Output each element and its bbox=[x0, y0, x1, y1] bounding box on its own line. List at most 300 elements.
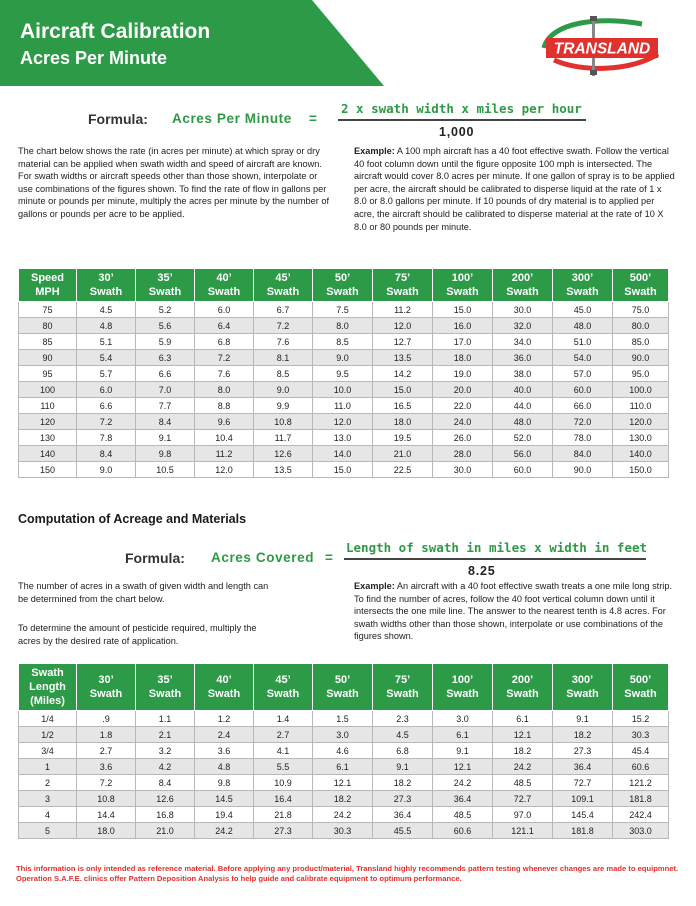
table-cell: 72.7 bbox=[553, 775, 613, 791]
table-row bbox=[19, 823, 669, 839]
header-line: 200’ bbox=[511, 674, 534, 686]
table-cell: 15.0 bbox=[433, 302, 493, 318]
table-cell: 24.2 bbox=[433, 775, 493, 791]
example-text bbox=[354, 580, 676, 643]
row-label-cell: 130 bbox=[19, 430, 77, 446]
table-cell: 18.0 bbox=[77, 823, 136, 839]
column-header bbox=[77, 664, 136, 711]
table-cell: 48.5 bbox=[493, 775, 553, 791]
table-cell: 13.0 bbox=[313, 430, 373, 446]
table-cell: 60.0 bbox=[553, 382, 613, 398]
header-line: Swath bbox=[148, 688, 182, 700]
table-cell: 1.1 bbox=[136, 711, 195, 727]
column-header bbox=[373, 269, 433, 302]
formula-denominator: 1,000 bbox=[439, 125, 475, 139]
page-subtitle: Acres Per Minute bbox=[20, 48, 168, 68]
table-cell: 4.8 bbox=[195, 759, 254, 775]
table-row bbox=[19, 462, 669, 478]
header-line: Swath bbox=[386, 688, 419, 700]
table-cell: 27.3 bbox=[254, 823, 313, 839]
header-line: Swath bbox=[326, 286, 359, 298]
table-cell: 12.1 bbox=[493, 727, 553, 743]
column-header bbox=[313, 664, 373, 711]
table-cell: 3.0 bbox=[433, 711, 493, 727]
row-label-cell: 95 bbox=[19, 366, 77, 382]
table-cell: 72.0 bbox=[553, 414, 613, 430]
table-cell: 34.0 bbox=[493, 334, 553, 350]
table-cell: 2.3 bbox=[373, 711, 433, 727]
header-line: 75’ bbox=[394, 674, 411, 686]
table-cell: 121.2 bbox=[613, 775, 669, 791]
table-cell: 110.0 bbox=[613, 398, 669, 414]
table-cell: 85.0 bbox=[613, 334, 669, 350]
table-cell: 181.8 bbox=[613, 791, 669, 807]
header-line: Swath bbox=[89, 688, 123, 700]
column-header bbox=[313, 269, 373, 302]
table-cell: 21.8 bbox=[254, 807, 313, 823]
table-cell: 18.0 bbox=[433, 350, 493, 366]
table-cell: 9.1 bbox=[433, 743, 493, 759]
example-label: Example: bbox=[354, 581, 395, 591]
header-line: Swath bbox=[446, 688, 479, 700]
table-cell: 24.0 bbox=[433, 414, 493, 430]
table-cell: 6.1 bbox=[433, 727, 493, 743]
header-line: Swath bbox=[326, 688, 359, 700]
column-header bbox=[433, 664, 493, 711]
table-cell: 9.0 bbox=[313, 350, 373, 366]
table-cell: 5.9 bbox=[136, 334, 195, 350]
formula-denominator: 8.25 bbox=[468, 564, 496, 578]
table-cell: 5.7 bbox=[77, 366, 136, 382]
table-row bbox=[19, 414, 669, 430]
header-line: Swath bbox=[566, 286, 599, 298]
header-line: Swath bbox=[506, 688, 539, 700]
row-label-cell: 75 bbox=[19, 302, 77, 318]
header-line: Speed bbox=[30, 272, 64, 284]
table-cell: 6.8 bbox=[373, 743, 433, 759]
header-line: 40’ bbox=[216, 674, 232, 686]
description-text-2: To determine the amount of pesticide required, multiply the acres by the desired rate of application. bbox=[18, 623, 257, 646]
table-cell: 52.0 bbox=[493, 430, 553, 446]
table-cell: 8.4 bbox=[136, 775, 195, 791]
table-cell: 8.4 bbox=[136, 414, 195, 430]
logo-text: TRANSLAND bbox=[553, 40, 651, 58]
table-cell: 1.2 bbox=[195, 711, 254, 727]
table-cell: 9.0 bbox=[77, 462, 136, 478]
table-cell: 48.0 bbox=[493, 414, 553, 430]
table-cell: 97.0 bbox=[493, 807, 553, 823]
table-cell: 16.0 bbox=[433, 318, 493, 334]
table-cell: 13.5 bbox=[254, 462, 313, 478]
table-cell: 140.0 bbox=[613, 446, 669, 462]
table-cell: 9.1 bbox=[136, 430, 195, 446]
table-cell: 28.0 bbox=[433, 446, 493, 462]
table-cell: 19.5 bbox=[373, 430, 433, 446]
table-cell: 18.2 bbox=[313, 791, 373, 807]
header bbox=[0, 0, 696, 86]
table-cell: 4.6 bbox=[313, 743, 373, 759]
row-header-column bbox=[19, 664, 77, 711]
disclaimer: This information is only intended as reference material. Before applying any product/material, Transland highly recommends pattern testing whenever changes are made to equipmnet. Operation S.A.F.E. clinics offer Pattern Deposition Analysis to help guide and calibrate equipment to optimum performance. bbox=[16, 864, 679, 883]
column-header bbox=[77, 269, 136, 302]
table-cell: 36.4 bbox=[373, 807, 433, 823]
row-label-cell: 1 bbox=[19, 759, 77, 775]
table-row bbox=[19, 727, 669, 743]
table-cell: 14.0 bbox=[313, 446, 373, 462]
table-cell: 2.7 bbox=[77, 743, 136, 759]
header-line: Swath bbox=[506, 286, 539, 298]
formula-name: Acres Per Minute bbox=[172, 111, 292, 126]
header-line: 30’ bbox=[98, 674, 114, 686]
table-cell: 11.0 bbox=[313, 398, 373, 414]
table-cell: 19.0 bbox=[433, 366, 493, 382]
table-cell: 17.0 bbox=[433, 334, 493, 350]
header-line: 100’ bbox=[451, 674, 474, 686]
header-line: 30’ bbox=[98, 272, 114, 284]
table-cell: 22.5 bbox=[373, 462, 433, 478]
header-line: 35’ bbox=[157, 272, 173, 284]
table-cell: 7.2 bbox=[77, 414, 136, 430]
header-line: 45’ bbox=[275, 674, 291, 686]
table-cell: 12.1 bbox=[313, 775, 373, 791]
table-cell: 6.6 bbox=[77, 398, 136, 414]
header-line: Swath bbox=[89, 286, 123, 298]
table-cell: 24.2 bbox=[313, 807, 373, 823]
table-cell: 9.8 bbox=[136, 446, 195, 462]
table-cell: 121.1 bbox=[493, 823, 553, 839]
table-cell: 24.2 bbox=[493, 759, 553, 775]
table-cell: 109.1 bbox=[553, 791, 613, 807]
fraction-line bbox=[344, 558, 646, 560]
table-cell: 60.0 bbox=[493, 462, 553, 478]
transland-logo bbox=[530, 14, 670, 78]
table-cell: 18.2 bbox=[373, 775, 433, 791]
example-label: Example: bbox=[354, 146, 395, 156]
header-line: Length bbox=[29, 681, 66, 693]
table-cell: 95.0 bbox=[613, 366, 669, 382]
header-line: Swath bbox=[207, 286, 241, 298]
table-cell: 30.3 bbox=[313, 823, 373, 839]
header-line: 45’ bbox=[275, 272, 291, 284]
table-cell: 45.4 bbox=[613, 743, 669, 759]
table-cell: 2.1 bbox=[136, 727, 195, 743]
header-line: 40’ bbox=[216, 272, 232, 284]
table-cell: 12.0 bbox=[313, 414, 373, 430]
table-cell: 36.4 bbox=[553, 759, 613, 775]
table-cell: 6.0 bbox=[195, 302, 254, 318]
table-cell: 84.0 bbox=[553, 446, 613, 462]
table-cell: 12.0 bbox=[373, 318, 433, 334]
table-cell: 8.5 bbox=[313, 334, 373, 350]
table-row bbox=[19, 711, 669, 727]
header-line: Swath bbox=[266, 688, 300, 700]
table-cell: 14.5 bbox=[195, 791, 254, 807]
table-cell: 9.8 bbox=[195, 775, 254, 791]
table-cell: 48.5 bbox=[433, 807, 493, 823]
column-header bbox=[195, 269, 254, 302]
table-cell: 60.6 bbox=[613, 759, 669, 775]
table-cell: 36.0 bbox=[493, 350, 553, 366]
acreage-table bbox=[18, 663, 669, 839]
header-line: MPH bbox=[35, 286, 60, 298]
table-cell: 150.0 bbox=[613, 462, 669, 478]
table-cell: 8.0 bbox=[195, 382, 254, 398]
table-cell: 15.2 bbox=[613, 711, 669, 727]
table-cell: 40.0 bbox=[493, 382, 553, 398]
row-label-cell: 1/4 bbox=[19, 711, 77, 727]
column-header bbox=[613, 664, 669, 711]
formula-equals: = bbox=[309, 111, 318, 126]
header-line: (Miles) bbox=[30, 695, 65, 707]
table-cell: 44.0 bbox=[493, 398, 553, 414]
table-cell: 7.6 bbox=[195, 366, 254, 382]
example-body: An aircraft with a 40 foot effective swath treats a one mile long strip. To find the number of acres, follow the 40 foot vertical column down until it intersects the one mile line. The answer to the nearest tenth is 4.8 acres. For swath widths other than those shown, interpolate or use combinations of the figures shown. bbox=[354, 581, 672, 642]
table-cell: 6.6 bbox=[136, 366, 195, 382]
column-header bbox=[373, 664, 433, 711]
row-label-cell: 90 bbox=[19, 350, 77, 366]
column-header bbox=[493, 664, 553, 711]
column-header bbox=[433, 269, 493, 302]
table-cell: 10.8 bbox=[77, 791, 136, 807]
table-cell: 57.0 bbox=[553, 366, 613, 382]
table-cell: 10.0 bbox=[313, 382, 373, 398]
row-label-cell: 80 bbox=[19, 318, 77, 334]
table-cell: 6.8 bbox=[195, 334, 254, 350]
table-cell: 5.4 bbox=[77, 350, 136, 366]
table-cell: 90.0 bbox=[553, 462, 613, 478]
column-header bbox=[136, 664, 195, 711]
table-cell: 27.3 bbox=[553, 743, 613, 759]
table-cell: 14.4 bbox=[77, 807, 136, 823]
table-cell: 4.5 bbox=[373, 727, 433, 743]
table-cell: 13.5 bbox=[373, 350, 433, 366]
table-cell: 10.8 bbox=[254, 414, 313, 430]
table-cell: 5.2 bbox=[136, 302, 195, 318]
table-cell: 8.8 bbox=[195, 398, 254, 414]
table-cell: 6.4 bbox=[195, 318, 254, 334]
table-cell: 11.2 bbox=[373, 302, 433, 318]
table-cell: 45.5 bbox=[373, 823, 433, 839]
column-header bbox=[136, 269, 195, 302]
table-cell: 2.7 bbox=[254, 727, 313, 743]
table-cell: 303.0 bbox=[613, 823, 669, 839]
table-cell: 10.5 bbox=[136, 462, 195, 478]
table-cell: 72.7 bbox=[493, 791, 553, 807]
table-cell: 5.6 bbox=[136, 318, 195, 334]
table-row bbox=[19, 398, 669, 414]
table-cell: 7.2 bbox=[195, 350, 254, 366]
table-header-row bbox=[19, 664, 669, 711]
table-cell: 9.1 bbox=[373, 759, 433, 775]
header-line: 50’ bbox=[334, 674, 351, 686]
table-cell: 7.2 bbox=[254, 318, 313, 334]
page-title: Aircraft Calibration bbox=[20, 20, 211, 43]
formula-acres-covered bbox=[0, 534, 696, 578]
table-cell: 36.4 bbox=[433, 791, 493, 807]
column-header bbox=[195, 664, 254, 711]
row-label-cell: 1/2 bbox=[19, 727, 77, 743]
header-line: 300’ bbox=[571, 272, 594, 284]
table-cell: 90.0 bbox=[613, 350, 669, 366]
table-cell: 7.8 bbox=[77, 430, 136, 446]
table-cell: 145.4 bbox=[553, 807, 613, 823]
table-cell: 21.0 bbox=[373, 446, 433, 462]
table-row bbox=[19, 759, 669, 775]
table-row bbox=[19, 302, 669, 318]
row-label-cell: 140 bbox=[19, 446, 77, 462]
table-cell: 9.0 bbox=[254, 382, 313, 398]
table-cell: 80.0 bbox=[613, 318, 669, 334]
header-line: 75’ bbox=[394, 272, 411, 284]
header-line: 100’ bbox=[451, 272, 474, 284]
table-cell: 27.3 bbox=[373, 791, 433, 807]
table-cell: 7.6 bbox=[254, 334, 313, 350]
section-title: Computation of Acreage and Materials bbox=[18, 512, 247, 526]
table-row bbox=[19, 382, 669, 398]
row-label-cell: 3/4 bbox=[19, 743, 77, 759]
table-cell: 12.6 bbox=[254, 446, 313, 462]
table-cell: 7.5 bbox=[313, 302, 373, 318]
header-line: 500’ bbox=[629, 674, 652, 686]
table-cell: 2.4 bbox=[195, 727, 254, 743]
example-text bbox=[354, 145, 676, 233]
column-header bbox=[553, 269, 613, 302]
table-cell: 7.0 bbox=[136, 382, 195, 398]
table-cell: 18.2 bbox=[493, 743, 553, 759]
table-cell: 15.0 bbox=[313, 462, 373, 478]
table-cell: 22.0 bbox=[433, 398, 493, 414]
table-cell: 54.0 bbox=[553, 350, 613, 366]
column-header bbox=[493, 269, 553, 302]
table-cell: 12.0 bbox=[195, 462, 254, 478]
row-label-cell: 4 bbox=[19, 807, 77, 823]
table-cell: 181.8 bbox=[553, 823, 613, 839]
fraction-line bbox=[338, 119, 586, 121]
table-cell: 51.0 bbox=[553, 334, 613, 350]
table-cell: 6.1 bbox=[313, 759, 373, 775]
table-cell: 8.0 bbox=[313, 318, 373, 334]
table-cell: 20.0 bbox=[433, 382, 493, 398]
table-cell: 30.0 bbox=[433, 462, 493, 478]
table-cell: 6.1 bbox=[493, 711, 553, 727]
table-cell: 1.5 bbox=[313, 711, 373, 727]
table-cell: 16.5 bbox=[373, 398, 433, 414]
table-cell: 14.2 bbox=[373, 366, 433, 382]
table-cell: 4.8 bbox=[77, 318, 136, 334]
formula-label: Formula: bbox=[88, 111, 148, 127]
table-row bbox=[19, 446, 669, 462]
table-cell: 5.5 bbox=[254, 759, 313, 775]
table-cell: 130.0 bbox=[613, 430, 669, 446]
table-cell: 11.2 bbox=[195, 446, 254, 462]
row-label-cell: 5 bbox=[19, 823, 77, 839]
column-header bbox=[553, 664, 613, 711]
table-cell: 19.4 bbox=[195, 807, 254, 823]
table-cell: 1.8 bbox=[77, 727, 136, 743]
table-cell: 4.1 bbox=[254, 743, 313, 759]
column-header bbox=[254, 664, 313, 711]
header-line: Swath bbox=[266, 286, 300, 298]
table-cell: 6.0 bbox=[77, 382, 136, 398]
header-line: Swath bbox=[624, 286, 657, 298]
column-header bbox=[613, 269, 669, 302]
table-cell: 16.8 bbox=[136, 807, 195, 823]
formula-equals: = bbox=[325, 550, 334, 565]
column-header bbox=[254, 269, 313, 302]
table-cell: 8.5 bbox=[254, 366, 313, 382]
table-cell: 120.0 bbox=[613, 414, 669, 430]
header-line: Swath bbox=[148, 286, 182, 298]
header-line: Swath bbox=[566, 688, 599, 700]
row-label-cell: 120 bbox=[19, 414, 77, 430]
description-text: The number of acres in a swath of given width and length can be determined from the chart below. bbox=[18, 581, 269, 604]
table-cell: 7.7 bbox=[136, 398, 195, 414]
table-row bbox=[19, 318, 669, 334]
table-cell: 8.1 bbox=[254, 350, 313, 366]
table-row bbox=[19, 775, 669, 791]
table-row bbox=[19, 430, 669, 446]
table-row bbox=[19, 350, 669, 366]
table-cell: 3.6 bbox=[195, 743, 254, 759]
header-line: 50’ bbox=[334, 272, 351, 284]
table-cell: 30.3 bbox=[613, 727, 669, 743]
table-row bbox=[19, 366, 669, 382]
header-line: 200’ bbox=[511, 272, 534, 284]
header-line: Swath bbox=[31, 667, 64, 679]
table-cell: 4.5 bbox=[77, 302, 136, 318]
table-cell: 9.5 bbox=[313, 366, 373, 382]
table-cell: 30.0 bbox=[493, 302, 553, 318]
table-cell: 11.7 bbox=[254, 430, 313, 446]
table-cell: .9 bbox=[77, 711, 136, 727]
table-cell: 4.2 bbox=[136, 759, 195, 775]
table-cell: 1.4 bbox=[254, 711, 313, 727]
formula-name: Acres Covered bbox=[211, 550, 315, 565]
table-cell: 10.4 bbox=[195, 430, 254, 446]
row-label-cell: 2 bbox=[19, 775, 77, 791]
table-cell: 242.4 bbox=[613, 807, 669, 823]
table-cell: 18.2 bbox=[553, 727, 613, 743]
table-row bbox=[19, 334, 669, 350]
row-label-cell: 150 bbox=[19, 462, 77, 478]
table-row bbox=[19, 807, 669, 823]
table-cell: 18.0 bbox=[373, 414, 433, 430]
example-body: A 100 mph aircraft has a 40 foot effective swath. Follow the vertical 40 foot column down until the figure opposite 100 mph is intersected. The aircraft would cover 8.0 acres per minute. If one gallon of spray is to be applied per acre, the aircraft should be calibrated to disperse liquid at the rate of 1 x 8.0 or 8.0 gallons per minute. If 10 pounds of dry material is to applied per acre, the aircraft should be calibrated to disperse material at the rate of 10 X 8.0 or 80 pounds per minute. bbox=[354, 146, 675, 232]
table-cell: 24.2 bbox=[195, 823, 254, 839]
table-cell: 9.1 bbox=[553, 711, 613, 727]
table-cell: 12.6 bbox=[136, 791, 195, 807]
table-cell: 9.9 bbox=[254, 398, 313, 414]
table-cell: 48.0 bbox=[553, 318, 613, 334]
table-cell: 60.6 bbox=[433, 823, 493, 839]
header-line: Swath bbox=[624, 688, 657, 700]
table-cell: 9.6 bbox=[195, 414, 254, 430]
table-cell: 45.0 bbox=[553, 302, 613, 318]
table-cell: 3.2 bbox=[136, 743, 195, 759]
table-header-row bbox=[19, 269, 669, 302]
table-cell: 32.0 bbox=[493, 318, 553, 334]
row-label-cell: 85 bbox=[19, 334, 77, 350]
table-cell: 5.1 bbox=[77, 334, 136, 350]
table-cell: 10.9 bbox=[254, 775, 313, 791]
row-header-column bbox=[19, 269, 77, 302]
table-cell: 56.0 bbox=[493, 446, 553, 462]
formula-numerator: 2 x swath width x miles per hour bbox=[341, 101, 582, 116]
header-line: Swath bbox=[207, 688, 241, 700]
table-cell: 6.7 bbox=[254, 302, 313, 318]
table-cell: 100.0 bbox=[613, 382, 669, 398]
table-cell: 12.7 bbox=[373, 334, 433, 350]
